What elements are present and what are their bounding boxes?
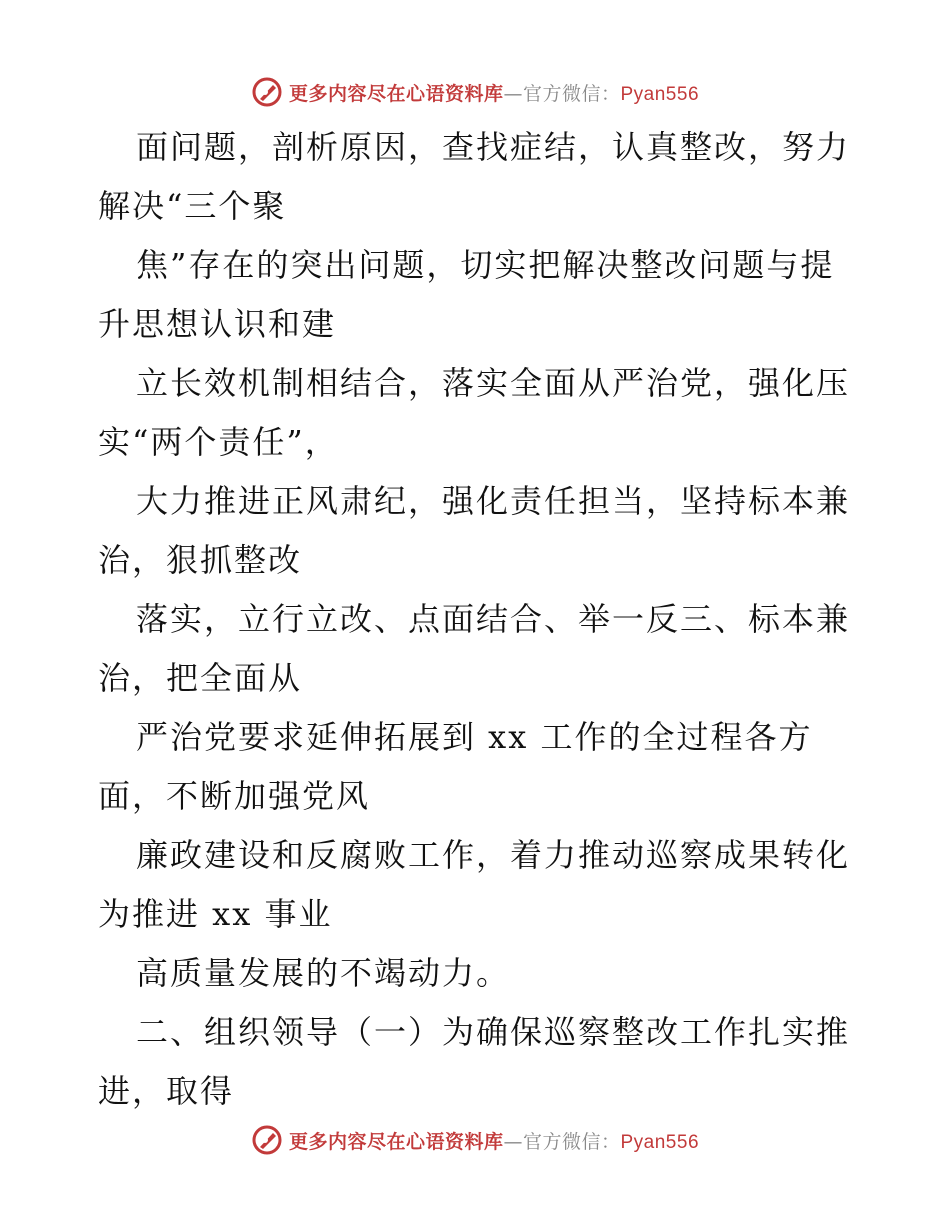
- header-wechat-label: 官方微信：: [522, 82, 621, 105]
- body-text-line: 面，不断加强党风: [98, 777, 371, 815]
- header-wechat-id: Pyan556: [620, 83, 700, 105]
- body-text-line: 焦”存在的突出问题，切实把解决整改问题与提: [136, 246, 835, 284]
- body-text-line: 落实，立行立改、点面结合、举一反三、标本兼: [136, 600, 851, 638]
- footer-separator: —: [503, 1130, 523, 1153]
- header-brand-text: 更多内容尽在心语资料库: [288, 82, 504, 105]
- body-text-line: 升思想认识和建: [98, 305, 337, 343]
- body-text-line: 高质量发展的不竭动力。: [136, 954, 511, 992]
- brand-logo-icon: [251, 1124, 283, 1156]
- body-text-line: 严治党要求延伸拓展到 xx 工作的全过程各方: [136, 718, 813, 756]
- body-text-line: 为推进 xx 事业: [98, 895, 333, 933]
- footer-brand-text: 更多内容尽在心语资料库: [288, 1130, 504, 1153]
- header-banner: [0, 72, 950, 112]
- body-text-line: 进，取得: [98, 1072, 235, 1110]
- body-text-line: 治，狠抓整改: [98, 541, 303, 579]
- body-text-line: 实“两个责任”，: [98, 423, 339, 461]
- body-text-line: 治，把全面从: [98, 659, 303, 697]
- footer-wechat-label: 官方微信：: [522, 1130, 621, 1153]
- footer-wechat-id: Pyan556: [620, 1131, 700, 1153]
- brand-logo-icon: [251, 76, 283, 108]
- body-text-line: 大力推进正风肃纪，强化责任担当，坚持标本兼: [136, 482, 851, 520]
- document-body: [98, 118, 858, 1121]
- footer-banner: [0, 1120, 950, 1160]
- body-text-line: 立长效机制相结合，落实全面从严治党，强化压: [136, 364, 851, 402]
- body-text-line: 解决“三个聚: [98, 187, 287, 225]
- body-text-line: 廉政建设和反腐败工作，着力推动巡察成果转化: [136, 836, 851, 874]
- body-text-line: 面问题，剖析原因，查找症结，认真整改，努力: [136, 128, 851, 166]
- body-text-line: 二、组织领导（一）为确保巡察整改工作扎实推: [136, 1013, 851, 1051]
- header-separator: —: [503, 82, 523, 105]
